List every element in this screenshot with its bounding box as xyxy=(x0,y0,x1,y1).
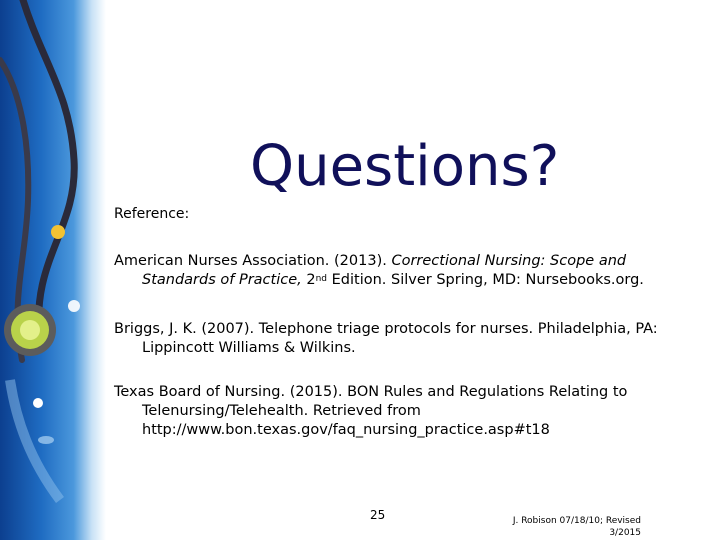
reference-1-title-part-1: Correctional Nursing: Scope and xyxy=(391,253,627,269)
reference-3-url: http://www.bon.texas.gov/faq_nursing_practice.asp#t18 xyxy=(142,422,550,438)
decorative-side-panel xyxy=(0,0,92,540)
reference-1-edition-suffix: nd xyxy=(315,274,328,284)
reference-1-publisher: Edition. Silver Spring, MD: Nursebooks.org. xyxy=(327,272,644,288)
footer-note-line-2: 3/2015 xyxy=(609,528,641,538)
side-panel-fade xyxy=(92,0,106,540)
slide-title: Questions? xyxy=(250,134,560,199)
footer-note xyxy=(500,515,641,539)
reference-1-line-2 xyxy=(114,271,694,290)
reference-label: Reference: xyxy=(114,206,190,222)
reference-2-line-1: Briggs, J. K. (2007). Telephone triage protocols for nurses. Philadelphia, PA: xyxy=(114,321,658,337)
reference-3-line-2: Telenursing/Telehealth. Retrieved from xyxy=(142,403,421,419)
reference-1-author: American Nurses Association. (2013). xyxy=(114,253,392,269)
reference-3-line-1: Texas Board of Nursing. (2015). BON Rules and Regulations Relating to xyxy=(114,384,628,400)
reference-entry-2 xyxy=(114,320,694,358)
stethoscope-icon xyxy=(0,0,92,540)
reference-entry-1 xyxy=(114,252,694,290)
reference-entry-3 xyxy=(114,383,694,440)
reference-1-line-1 xyxy=(114,252,694,271)
reference-2-line-2: Lippincott Williams & Wilkins. xyxy=(142,340,356,356)
footer-note-line-1: J. Robison 07/18/10; Revised xyxy=(512,516,641,526)
reference-1-title-part-2: Standards of Practice, xyxy=(142,272,302,288)
page-number: 25 xyxy=(370,508,386,522)
reference-1-edition-number: 2 xyxy=(301,272,316,288)
